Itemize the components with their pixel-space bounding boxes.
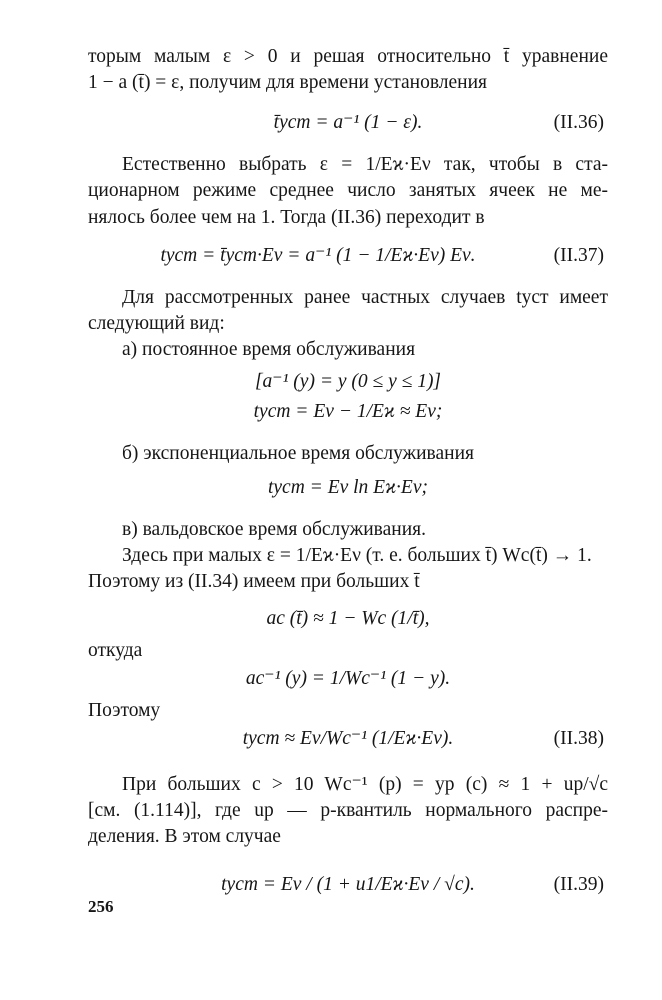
- text-line-4: ционарном режиме среднее число занятых ячеек не ме-: [88, 180, 608, 202]
- equation-body: t̄уст = a⁻¹ (1 − ε).: [273, 112, 423, 134]
- equation-body: ac⁻¹ (y) = 1/Wc⁻¹ (1 − y).: [245, 667, 451, 689]
- text-line-5: нялось более чем на 1. Тогда (II.36) переходит в: [88, 206, 485, 228]
- equation-body: tуст ≈ Eν/Wc⁻¹ (1/Eϰ·Eν).: [242, 727, 454, 749]
- equation-body: tуст = Eν − 1/Eϰ ≈ Eν;: [253, 401, 443, 422]
- equation-number: (II.37): [553, 244, 604, 266]
- equation-number: (II.36): [553, 112, 604, 134]
- text-line-11: Поэтому: [88, 699, 161, 721]
- text-line-14: деления. В этом случае: [88, 826, 281, 847]
- text-line-8: Здесь при малых ε = 1/Eϰ·Eν (т. е. больших t̄) Wc(t̄) → 1.: [122, 545, 592, 567]
- equation-body: tуст = Eν / (1 + u1/Eϰ·Eν / √c).: [221, 874, 475, 896]
- equation-body: [a⁻¹ (y) = y (0 ≤ y ≤ 1)]: [254, 371, 442, 392]
- page-content: [88, 44, 608, 906]
- text-line-3: Естественно выбрать ε = 1/Eϰ·Eν так, чтобы в ста-: [122, 154, 608, 176]
- equation-c-1: [88, 604, 608, 634]
- list-item-b: б) экспоненциальное время обслуживания: [122, 443, 474, 464]
- text-line-1: торым малым ε > 0 и решая относительно t̄ уравнение: [88, 46, 608, 67]
- equation-II-38: [88, 724, 608, 754]
- equation-II-37: [88, 241, 608, 271]
- text-line-7: следующий вид:: [88, 312, 225, 334]
- equation-number: (II.39): [553, 874, 604, 896]
- text-line-2: 1 − a (t̄) = ε, получим для времени установления: [88, 72, 488, 94]
- text-line-6: Для рассмотренных ранее частных случаев tуст имеет: [122, 286, 608, 308]
- equation-body: ac (t̄) ≈ 1 − Wc (1/t̄),: [266, 607, 430, 629]
- equation-b-result: [88, 473, 608, 503]
- equation-II-36: [88, 108, 608, 138]
- list-item-a: а) постоянное время обслуживания: [122, 338, 416, 360]
- page-number: 256: [88, 897, 114, 916]
- text-line-12: При больших c > 10 Wc⁻¹ (p) = yp (c) ≈ 1 + up/√c: [122, 773, 608, 795]
- text-line-10: откуда: [88, 639, 143, 661]
- equation-II-39: [88, 864, 608, 906]
- text-line-13: [см. (1.114)], где up — p-квантиль нормального распре-: [88, 799, 608, 821]
- list-item-c: в) вальдовское время обслуживания.: [122, 519, 426, 541]
- equation-body: tуст = Eν ln Eϰ·Eν;: [267, 477, 428, 499]
- equation-a-result: [88, 397, 608, 427]
- equation-body: tуст = t̄уст·Eν = a⁻¹ (1 − 1/Eϰ·Eν) Eν.: [160, 244, 476, 266]
- equation-number: (II.38): [553, 727, 604, 749]
- equation-c-2: [88, 664, 608, 694]
- equation-a-condition: [88, 367, 608, 397]
- text-line-9: Поэтому из (II.34) имеем при больших t̄: [88, 571, 420, 593]
